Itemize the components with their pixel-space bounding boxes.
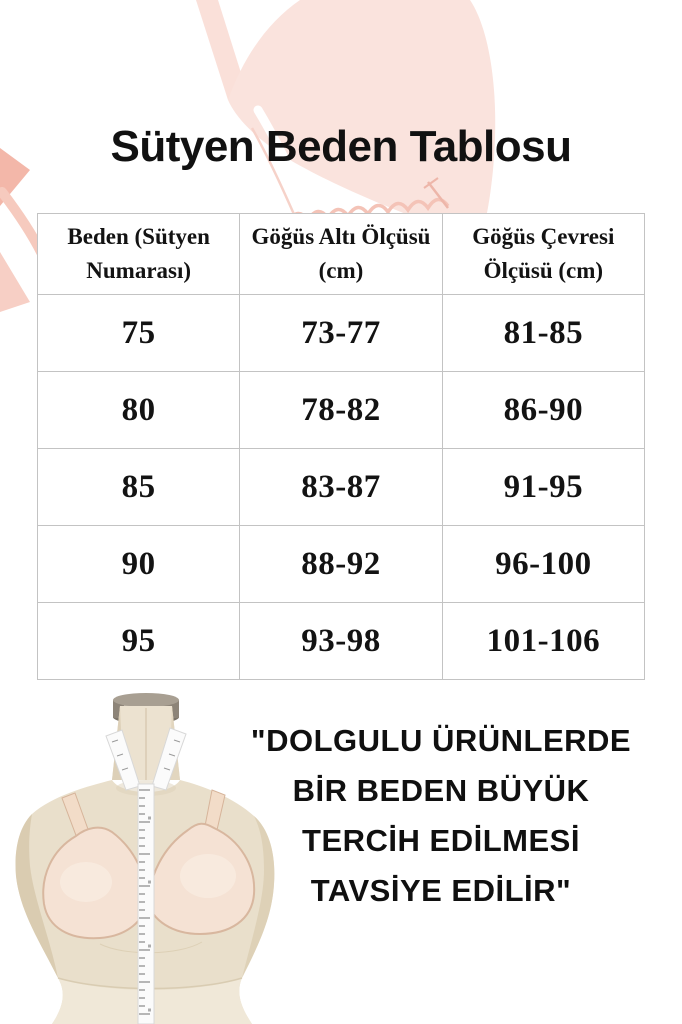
note-line-2: BİR BEDEN BÜYÜK [292,773,590,808]
table-cell: 93-98 [240,603,442,680]
table-cell: 101-106 [442,603,644,680]
table-row [38,372,645,449]
col-header-gogus-cevresi: Göğüs Çevresi Ölçüsü (cm) [442,214,644,295]
note-line-3: TERCİH EDİLMESİ [302,823,580,858]
table-row [38,526,645,603]
size-table-header [38,214,645,295]
table-cell: 78-82 [240,372,442,449]
sizing-note [210,716,672,916]
table-cell: 90 [38,526,240,603]
note-line-4: TAVSİYE EDİLİR" [310,873,572,908]
header-row [38,214,645,295]
table-cell: 96-100 [442,526,644,603]
table-cell: 86-90 [442,372,644,449]
size-table-body [38,295,645,680]
page-title: Sütyen Beden Tablosu [110,122,572,171]
table-cell: 81-85 [442,295,644,372]
col-header-gogus-alti: Göğüs Altı Ölçüsü (cm) [240,214,442,295]
table-cell: 95 [38,603,240,680]
table-cell: 85 [38,449,240,526]
note-line-1: "DOLGULU ÜRÜNLERDE [250,723,632,758]
table-cell: 75 [38,295,240,372]
table-cell: 83-87 [240,449,442,526]
table-cell: 91-95 [442,449,644,526]
size-table [37,213,645,680]
table-cell: 88-92 [240,526,442,603]
table-row [38,603,645,680]
table-row [38,449,645,526]
table-cell: 80 [38,372,240,449]
table-cell: 73-77 [240,295,442,372]
col-header-beden: Beden (Sütyen Numarası) [38,214,240,295]
table-row [38,295,645,372]
